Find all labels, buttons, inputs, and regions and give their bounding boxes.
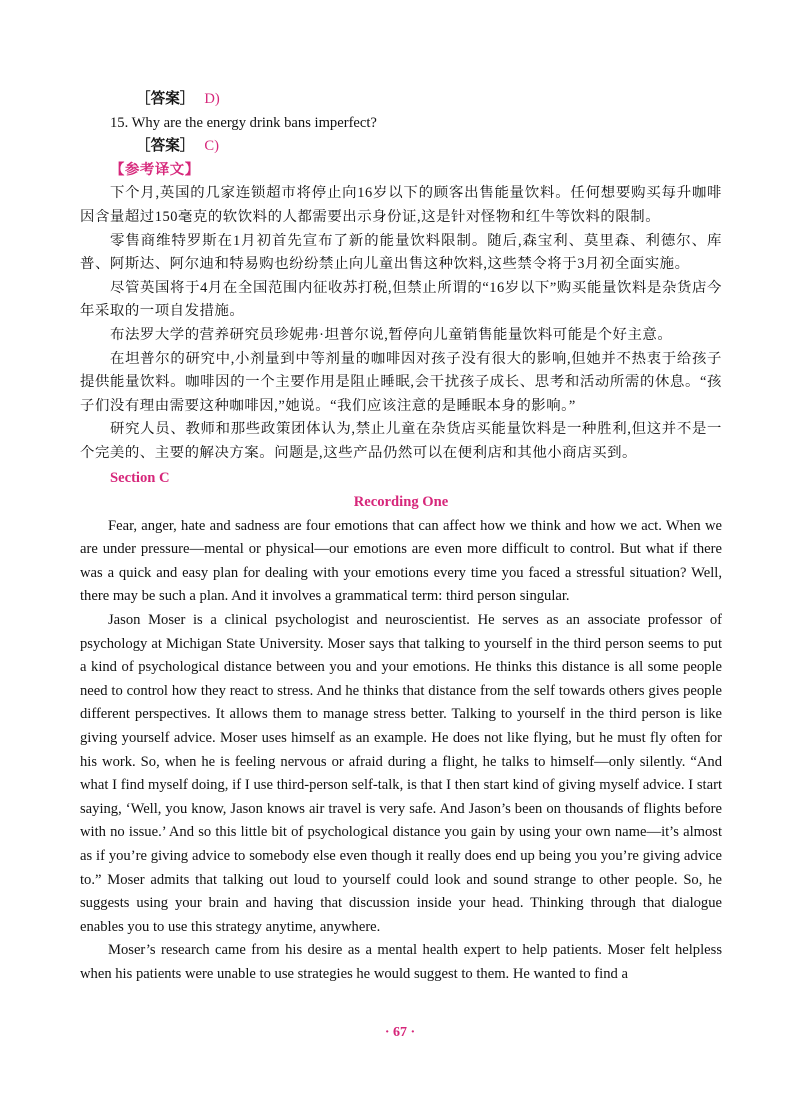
translation-paragraph: 布法罗大学的营养研究员珍妮弗·坦普尔说,暂停向儿童销售能量饮料可能是个好主意。 xyxy=(110,326,673,343)
answer-value: D) xyxy=(204,91,220,107)
transcript-paragraph: Moser’s research came from his desire as a mental health expert to help patients. Moser felt helpless when his patients were unable to use strategies he would suggest to them. He wanted to find a xyxy=(80,942,722,982)
translation-paragraph: 零售商维特罗斯在1月初首先宣布了新的能量饮料限制。随后,森宝利、莫里森、利德尔、库普、阿斯达、阿尔迪和特易购也纷纷禁止向儿童出售这种饮料,这些禁令将于3月初全面实施。 xyxy=(80,232,722,273)
page-number: · 67 · xyxy=(384,1025,416,1040)
page-content xyxy=(80,88,722,987)
translation-paragraph: 下个月,英国的几家连锁超市将停止向16岁以下的顾客出售能量饮料。任何想要购买每升咖啡因含量超过150毫克的软饮料的人都需要出示身份证,这是针对怪物和红牛等饮料的限制。 xyxy=(80,185,722,225)
transcript-paragraph: Fear, anger, hate and sadness are four emotions that can affect how we think and how we act. When we are under pressure—mental or physical—our emotions are even more difficult to control. But what if there was a quick and easy plan for dealing with your emotions every time you faced a stressful situation? Well, there may be such a plan. And it involves a grammatical term: third person singular. xyxy=(80,517,722,605)
answer-label: ［答案］ xyxy=(136,138,195,155)
transcript-paragraph: Jason Moser is a clinical psychologist and neuroscientist. He serves as an associate professor of psychology at Michigan State University. Moser says that talking to yourself in the third person seems to put a kind of psychological distance between you and your emotions. He thinks this distance is all some people need to control how they react to stress. And he thinks that distance from the self towards others gives people different perspectives. It allows them to manage stress better. Talking to yourself in the third person is like giving yourself advice. Moser uses himself as an example. He does not like flying, but he must fly often for his work. So, when he is feeling nervous or afraid during a flight, he talks to himself—only silently. “And what I find myself doing, if I use third-person self-talk, is that I then start kind of giving myself advice. I start saying, ‘Well, you know, Jason knows air travel is very safe. And Jason’s been on thousands of flights before with no issue.’ And so this little bit of psychological distance you gain by using your own name—it’s almost as if you’re giving advice to somebody else even though it really does end up being you you’re giving advice to.” Moser admits that talking out loud to yourself could look and sound strange to other people. So, he suggests using your brain and having that discussion inside your head. Thinking through that dialogue enables you to use this strategy anytime, anywhere. xyxy=(80,612,722,935)
answer-value: C) xyxy=(204,138,219,155)
translation-paragraph: 在坦普尔的研究中,小剂量到中等剂量的咖啡因对孩子没有很大的影响,但她并不热衷于给孩子提供能量饮料。咖啡因的一个主要作用是阻止睡眠,会干扰孩子成长、思考和活动所需的休息。“孩子们没有理由需要这种咖啡因,”她说。“我们应该注意的是睡眠本身的影响。” xyxy=(80,350,722,414)
translation-paragraph: 尽管英国将于4月在全国范围内征收苏打税,但禁止所谓的“16岁以下”购买能量饮料是杂货店今年采取的一项自发措施。 xyxy=(80,279,722,320)
question-15: 15. Why are the energy drink bans imperfect? xyxy=(110,114,377,131)
section-heading: Section C xyxy=(110,469,170,486)
answer-label: ［答案］ xyxy=(136,91,195,107)
translation-paragraph: 研究人员、教师和那些政策团体认为,禁止儿童在杂货店买能量饮料是一种胜利,但这并不是一个完美的、主要的解决方案。问题是,这些产品仍然可以在便利店和其他小商店买到。 xyxy=(80,421,722,461)
reference-translation-heading: 【参考译文】 xyxy=(110,161,200,178)
recording-title: Recording One xyxy=(353,494,449,511)
answer-15 xyxy=(136,135,722,159)
answer-14 xyxy=(136,88,722,112)
